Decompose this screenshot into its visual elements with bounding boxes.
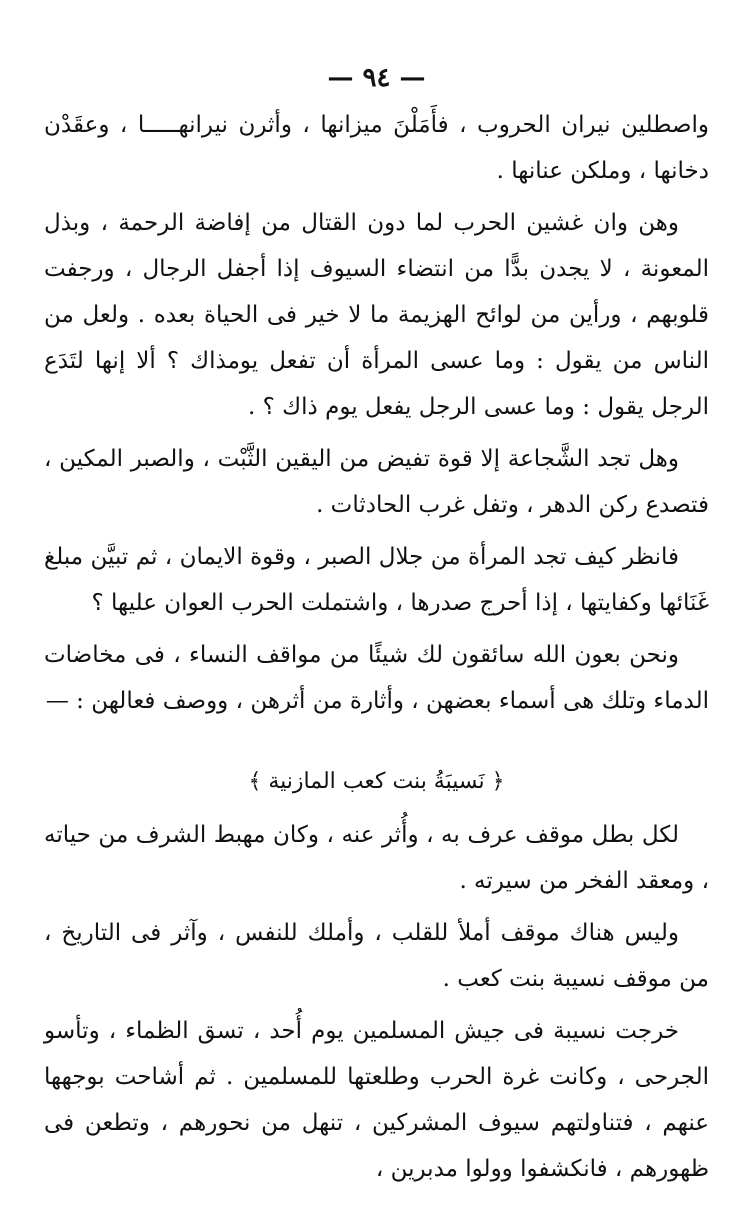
paragraph: وليس هناك موقف أملأ للقلب ، وأملك للنفس ، وآثر فى التاريخ ، من موقف نسيبة بنت كعب . [44,920,709,992]
paragraph: ونحن بعون الله سائقون لك شيئًا من مواقف النساء ، فى مخاضات الدماء وتلك هى أسماء بعضهن ، وأثارة من أثرهن ، ووصف فعالهن : — [44,642,709,714]
paragraph: فانظر كيف تجد المرأة من جلال الصبر ، وقوة الايمان ، ثم تبيَّن مبلغ غَنَائها وكفايتها ، إذا أحرج صدرها ، واشتملت الحرب العوان عليها ؟ [44,544,709,616]
paragraph: وهن وان غشين الحرب لما دون القتال من إفاضة الرحمة ، وبذل المعونة ، لا يجدن بدًّا من انتضاء السيوف إذا أجفل الرجال ، ورجفت قلوبهم ، ورأين من لوائح الهزيمة ما لا خير فى الحياة بعده . ولعل من الناس من يقول : وما عسى المرأة أن تفعل يومذاك ؟ ألا إنها لتَدَع الرجل يقول : وما عسى الرجل يفعل يوم ذاك ؟ . [44,210,709,420]
paragraph: واصطلين نيران الحروب ، فأَمَلْنَ ميزانها ، وأثرن نيرانهـــــا ، وعقَدْن دخانها ، وملكن عنانها . [44,112,709,184]
section-heading: ﴿ نَسيبَةُ بنت كعب المازنية ﴾ [248,769,505,794]
page-number: — ٩٤ — [327,63,426,93]
paragraph: لكل بطل موقف عرف به ، وأُثر عنه ، وكان مهبط الشرف من حياته ، ومعقد الفخر من سيرته . [44,822,709,894]
paragraph: خرجت نسيبة فى جيش المسلمين يوم أُحد ، تسق الظماء ، وتأسو الجرحى ، وكانت غرة الحرب وطلعتها للمسلمين . ثم أشاحت بوجهها عنهم ، فتناولتهم سيوف المشركين ، تنهل من نحورهم ، وتطعن فى ظهورهم ، فانكشفوا وولوا مدبرين ، [44,1018,709,1182]
paragraph: وهل تجد الشَّجاعة إلا قوة تفيض من اليقين الثَّبْت ، والصبر المكين ، فتصدع ركن الدهر ، وتفل غرب الحادثات . [44,446,709,518]
